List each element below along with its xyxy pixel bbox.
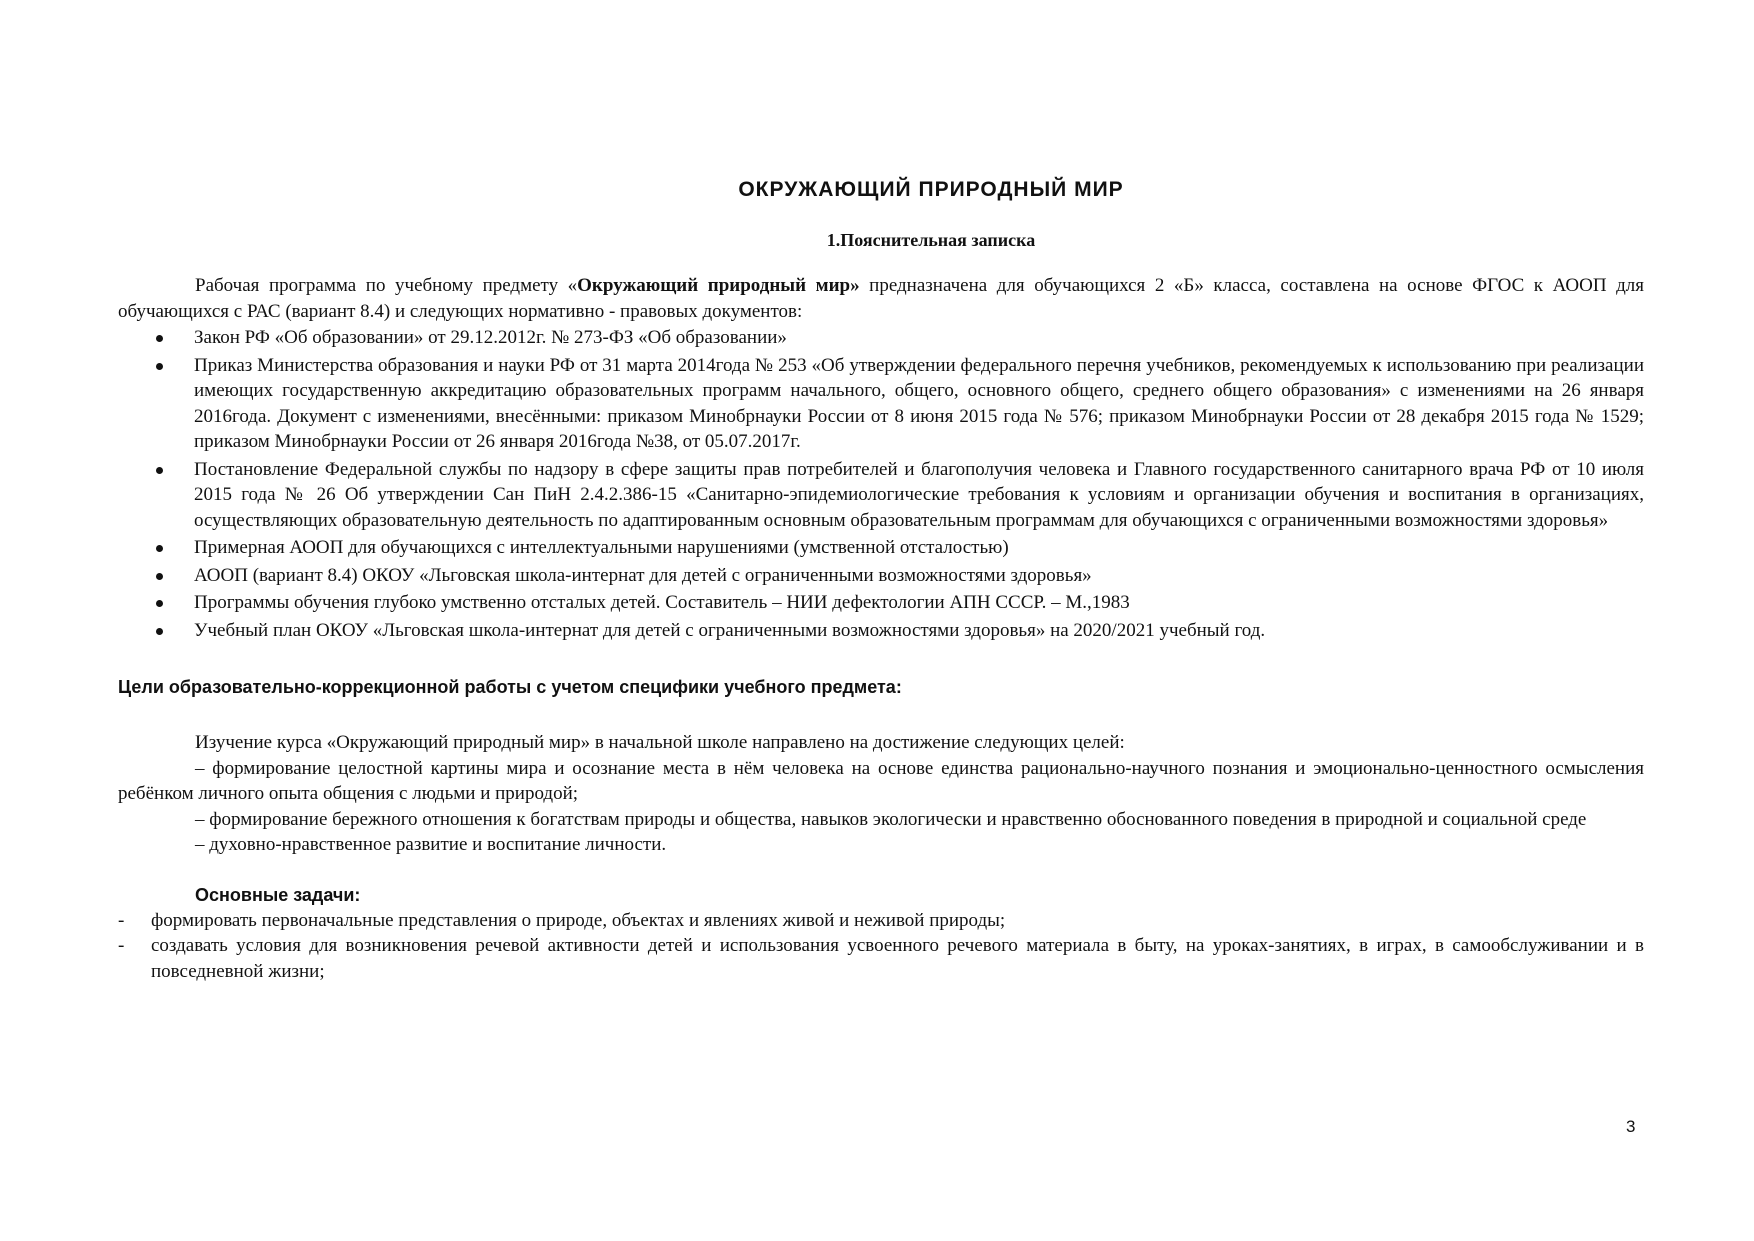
subject-name: Окружающий природный мир» [577, 275, 860, 296]
intro-after: предназначена для обучающихся 2 «Б» класса, составлена на основе ФГОС к АООП для обучающихся с РАС (вариант 8.4) и следующих нормативно - правовых документов: [118, 275, 1644, 322]
bullet-icon [156, 545, 163, 552]
goal-item: – формирование бережного отношения к богатствам природы и общества, навыков экологически и нравственно обоснованного поведения в природной и социальной среде [195, 808, 1587, 830]
documents-list [118, 325, 1644, 643]
bullet-icon [156, 335, 163, 342]
list-item [118, 457, 1644, 534]
list-item [118, 325, 1644, 351]
bullet-icon [156, 628, 163, 635]
list-item [118, 353, 1644, 455]
list-item-text: Приказ Министерства образования и науки РФ от 31 марта 2014года № 253 «Об утверждении федерального перечня учебников, рекомендуемых к использованию при реализации имеющих государственную аккредитацию образовательных программ начального, общего, основного общего, среднего общего образования» с изменениями на 26 января 2016года. Документ с изменениями, внесёнными: приказом Минобрнауки России от 8 июня 2015 года № 576; приказом Минобрнауки России от 28 декабря 2015 года № 1529; приказом Минобрнауки России от 26 января 2016года №38, от 05.07.2017г. [194, 354, 1644, 452]
page-title: ОКРУЖАЮЩИЙ ПРИРОДНЫЙ МИР [738, 178, 1124, 201]
dash-marker: - [118, 935, 125, 956]
list-item [118, 563, 1644, 589]
intro-paragraph [118, 273, 1644, 324]
list-item-text: АООП (вариант 8.4) ОКОУ «Льговская школа-интернат для детей с ограниченными возможностями здоровья» [194, 564, 1092, 586]
list-item [118, 908, 1644, 934]
goals-heading: Цели образовательно-коррекционной работы с учетом специфики учебного предмета: [118, 677, 902, 697]
dash-marker: - [118, 909, 125, 931]
bullet-icon [156, 467, 163, 474]
bullet-icon [156, 600, 163, 607]
list-item [118, 535, 1644, 561]
goal-item: – формирование целостной картины мира и осознание места в нём человека на основе единства рационально-научного познания и эмоционально-ценностного осмысления ребёнком личного опыта общения с людьми и природой; [118, 757, 1644, 804]
list-item [118, 618, 1644, 644]
list-item-text: Программы обучения глубоко умственно отсталых детей. Составитель – НИИ дефектологии АПН СССР. – М.,1983 [194, 592, 1130, 613]
bullet-icon [156, 363, 163, 370]
page-number: 3 [1626, 1117, 1636, 1136]
intro-before: Рабочая программа по учебному предмету « [195, 275, 578, 296]
page-content [118, 178, 1644, 984]
list-item-text: Закон РФ «Об образовании» от 29.12.2012г. № 273-ФЗ «Об образовании» [194, 327, 787, 348]
list-item-text: Учебный план ОКОУ «Льговская школа-интернат для детей с ограниченными возможностями здоровья» на 2020/2021 учебный год. [194, 619, 1266, 641]
list-item-text: Примерная АООП для обучающихся с интеллектуальными нарушениями (умственной отсталостью) [194, 537, 1009, 558]
bullet-icon [156, 573, 163, 580]
tasks-list [118, 908, 1644, 985]
section-subtitle: 1.Пояснительная записка [826, 230, 1036, 250]
goal-item: – духовно-нравственное развитие и воспитание личности. [195, 834, 667, 855]
list-item [118, 933, 1644, 984]
tasks-heading: Основные задачи: [195, 884, 361, 905]
goals-intro: Изучение курса «Окружающий природный мир» в начальной школе направлено на достижение следующих целей: [195, 732, 1125, 753]
list-item-text: формировать первоначальные представления о природе, объектах и явлениях живой и неживой природы; [151, 909, 1006, 931]
list-item [118, 590, 1644, 616]
list-item-text: создавать условия для возникновения речевой активности детей и использования усвоенного речевого материала в быту, на уроках-занятиях, в играх, в самообслуживании и в повседневной жизни; [151, 935, 1644, 982]
list-item-text: Постановление Федеральной службы по надзору в сфере защиты прав потребителей и благополучия человека и Главного государственного санитарного врача РФ от 10 июля 2015 года № 26 Об утверждении Сан ПиН 2.4.2.386-15 «Санитарно-эпидемиологические требования к условиям и организации обучения и воспитания в организациях, осуществляющих образовательную деятельность по адаптированным основным образовательным программам для обучающихся с ограниченными возможностями здоровья» [194, 458, 1644, 531]
